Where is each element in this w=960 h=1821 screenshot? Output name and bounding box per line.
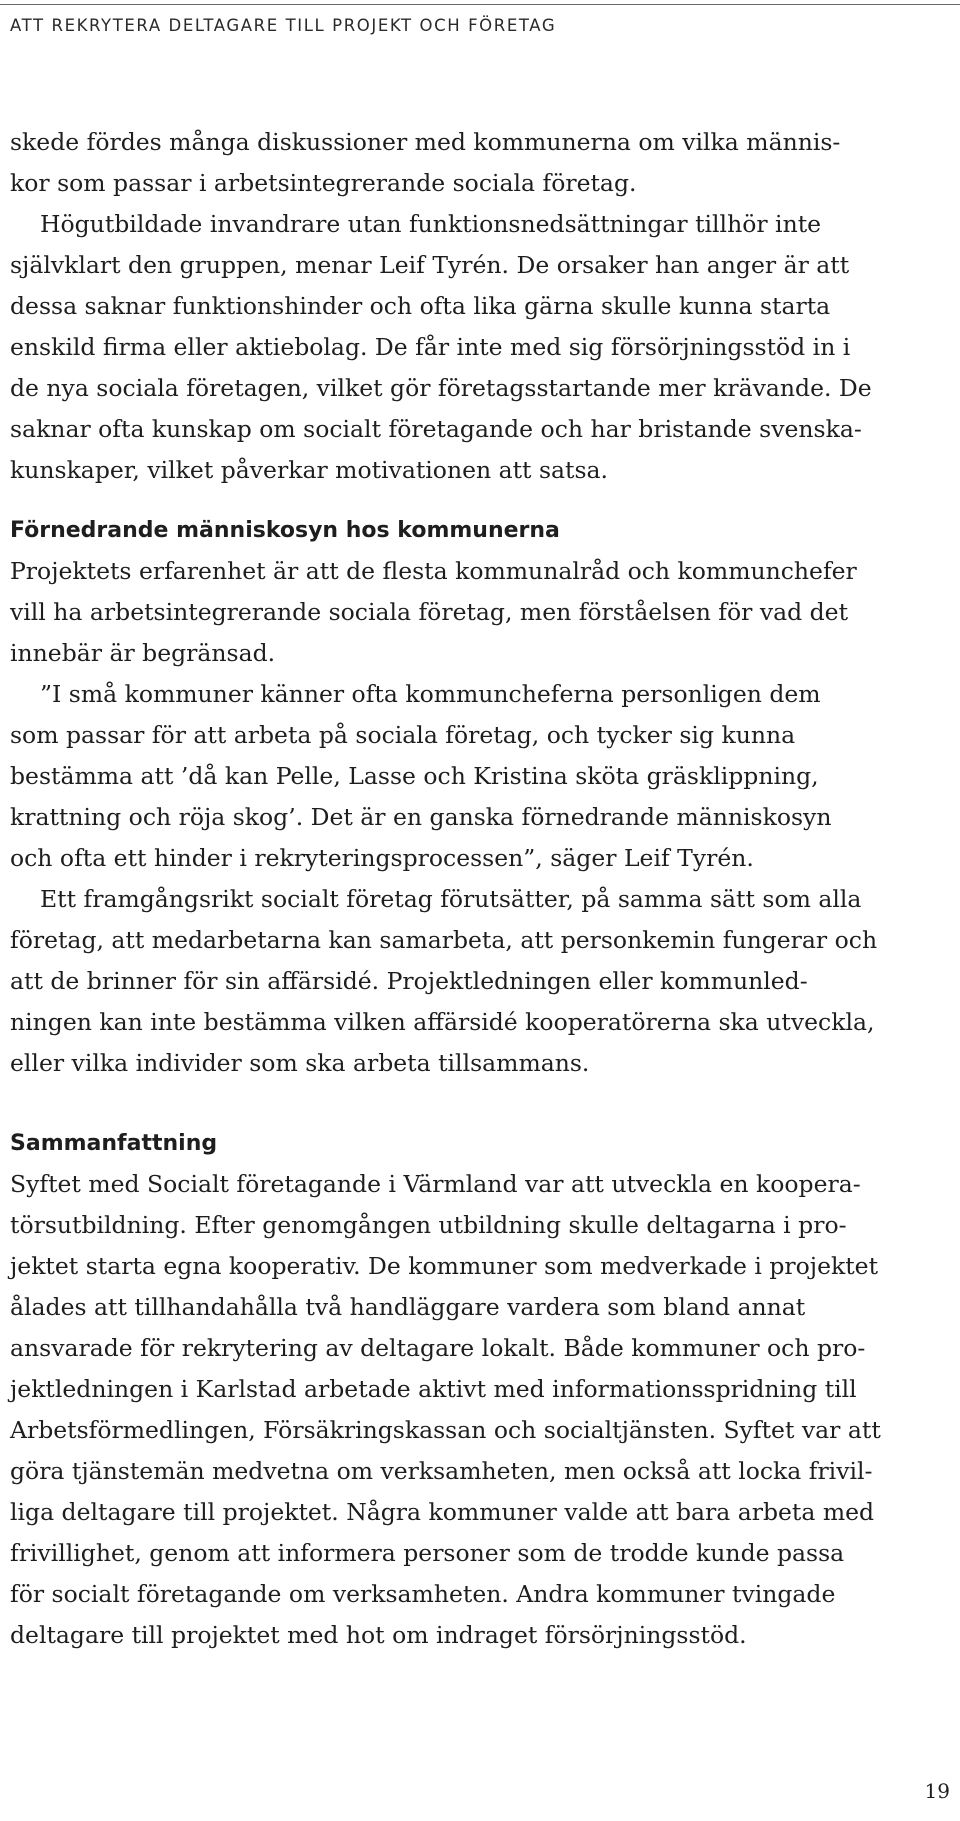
text-line: göra tjänstemän medvetna om verksamheten, men också att locka frivil- — [10, 1457, 873, 1485]
text-line: självklart den gruppen, menar Leif Tyrén. De orsaker han anger är att — [10, 251, 850, 279]
text-line: företag, att medarbetarna kan samarbeta, att personkemin fungerar och — [10, 926, 878, 954]
text-line: eller vilka individer som ska arbeta tillsammans. — [10, 1049, 590, 1077]
paragraph — [10, 1164, 950, 1656]
text-line: Högutbildade invandrare utan funktionsnedsättningar tillhör inte — [40, 210, 822, 238]
text-line: ningen kan inte bestämma vilken affärsidé kooperatörerna ska utveckla, — [10, 1008, 875, 1036]
text-line: som passar för att arbeta på sociala företag, och tycker sig kunna — [10, 721, 796, 749]
running-header: ATT REKRYTERA DELTAGARE TILL PROJEKT OCH FÖRETAG — [10, 16, 557, 35]
text-line: Arbetsförmedlingen, Försäkringskassan och socialtjänsten. Syftet var att — [10, 1416, 881, 1444]
text-line: de nya sociala företagen, vilket gör företagsstartande mer krävande. De — [10, 374, 872, 402]
text-line: kor som passar i arbetsintegrerande sociala företag. — [10, 169, 637, 197]
header-rule — [0, 4, 960, 5]
text-line: vill ha arbetsintegrerande sociala företag, men förståelsen för vad det — [10, 598, 849, 626]
paragraph — [10, 551, 950, 674]
text-line: bestämma att ’då kan Pelle, Lasse och Kristina sköta gräsklippning, — [10, 762, 819, 790]
text-line: jektledningen i Karlstad arbetade aktivt med informationsspridning till — [10, 1375, 857, 1403]
text-line: ”I små kommuner känner ofta kommuncheferna personligen dem — [40, 680, 821, 708]
text-line: skede fördes många diskussioner med kommunerna om vilka männis- — [10, 128, 841, 156]
text-line: Syftet med Socialt företagande i Värmland var att utveckla en koopera- — [10, 1170, 861, 1198]
section-heading: Förnedrande människosyn hos kommunerna — [10, 518, 560, 543]
text-line: att de brinner för sin affärsidé. Projektledningen eller kommunled- — [10, 967, 808, 995]
text-line: liga deltagare till projektet. Några kommuner valde att bara arbeta med — [10, 1498, 875, 1526]
text-line: enskild firma eller aktiebolag. De får inte med sig försörjningsstöd in i — [10, 333, 851, 361]
text-line: ansvarade för rekrytering av deltagare lokalt. Både kommuner och pro- — [10, 1334, 866, 1362]
section-heading: Sammanfattning — [10, 1131, 218, 1156]
text-line: frivillighet, genom att informera personer som de trodde kunde passa — [10, 1539, 845, 1567]
paragraph — [10, 879, 950, 1084]
text-line: krattning och röja skog’. Det är en ganska förnedrande människosyn — [10, 803, 832, 831]
paragraph — [10, 674, 950, 879]
text-line: Projektets erfarenhet är att de flesta kommunalråd och kommunchefer — [10, 557, 857, 585]
paragraph — [10, 122, 950, 204]
body-text — [10, 122, 950, 1656]
text-line: törsutbildning. Efter genomgången utbildning skulle deltagarna i pro- — [10, 1211, 847, 1239]
text-line: innebär är begränsad. — [10, 639, 276, 667]
text-line: kunskaper, vilket påverkar motivationen att satsa. — [10, 456, 609, 484]
text-line: för socialt företagande om verksamheten. Andra kommuner tvingade — [10, 1580, 836, 1608]
text-line: jektet starta egna kooperativ. De kommuner som medverkade i projektet — [10, 1252, 879, 1280]
paragraph — [10, 204, 950, 491]
page-number: 19 — [924, 1779, 950, 1803]
text-line: saknar ofta kunskap om socialt företagande och har bristande svenska- — [10, 415, 862, 443]
text-line: deltagare till projektet med hot om indraget försörjningsstöd. — [10, 1621, 747, 1649]
text-line: ålades att tillhandahålla två handläggare vardera som bland annat — [10, 1293, 806, 1321]
text-line: och ofta ett hinder i rekryteringsprocessen”, säger Leif Tyrén. — [10, 844, 754, 872]
text-line: Ett framgångsrikt socialt företag förutsätter, på samma sätt som alla — [40, 885, 862, 913]
text-line: dessa saknar funktionshinder och ofta lika gärna skulle kunna starta — [10, 292, 831, 320]
